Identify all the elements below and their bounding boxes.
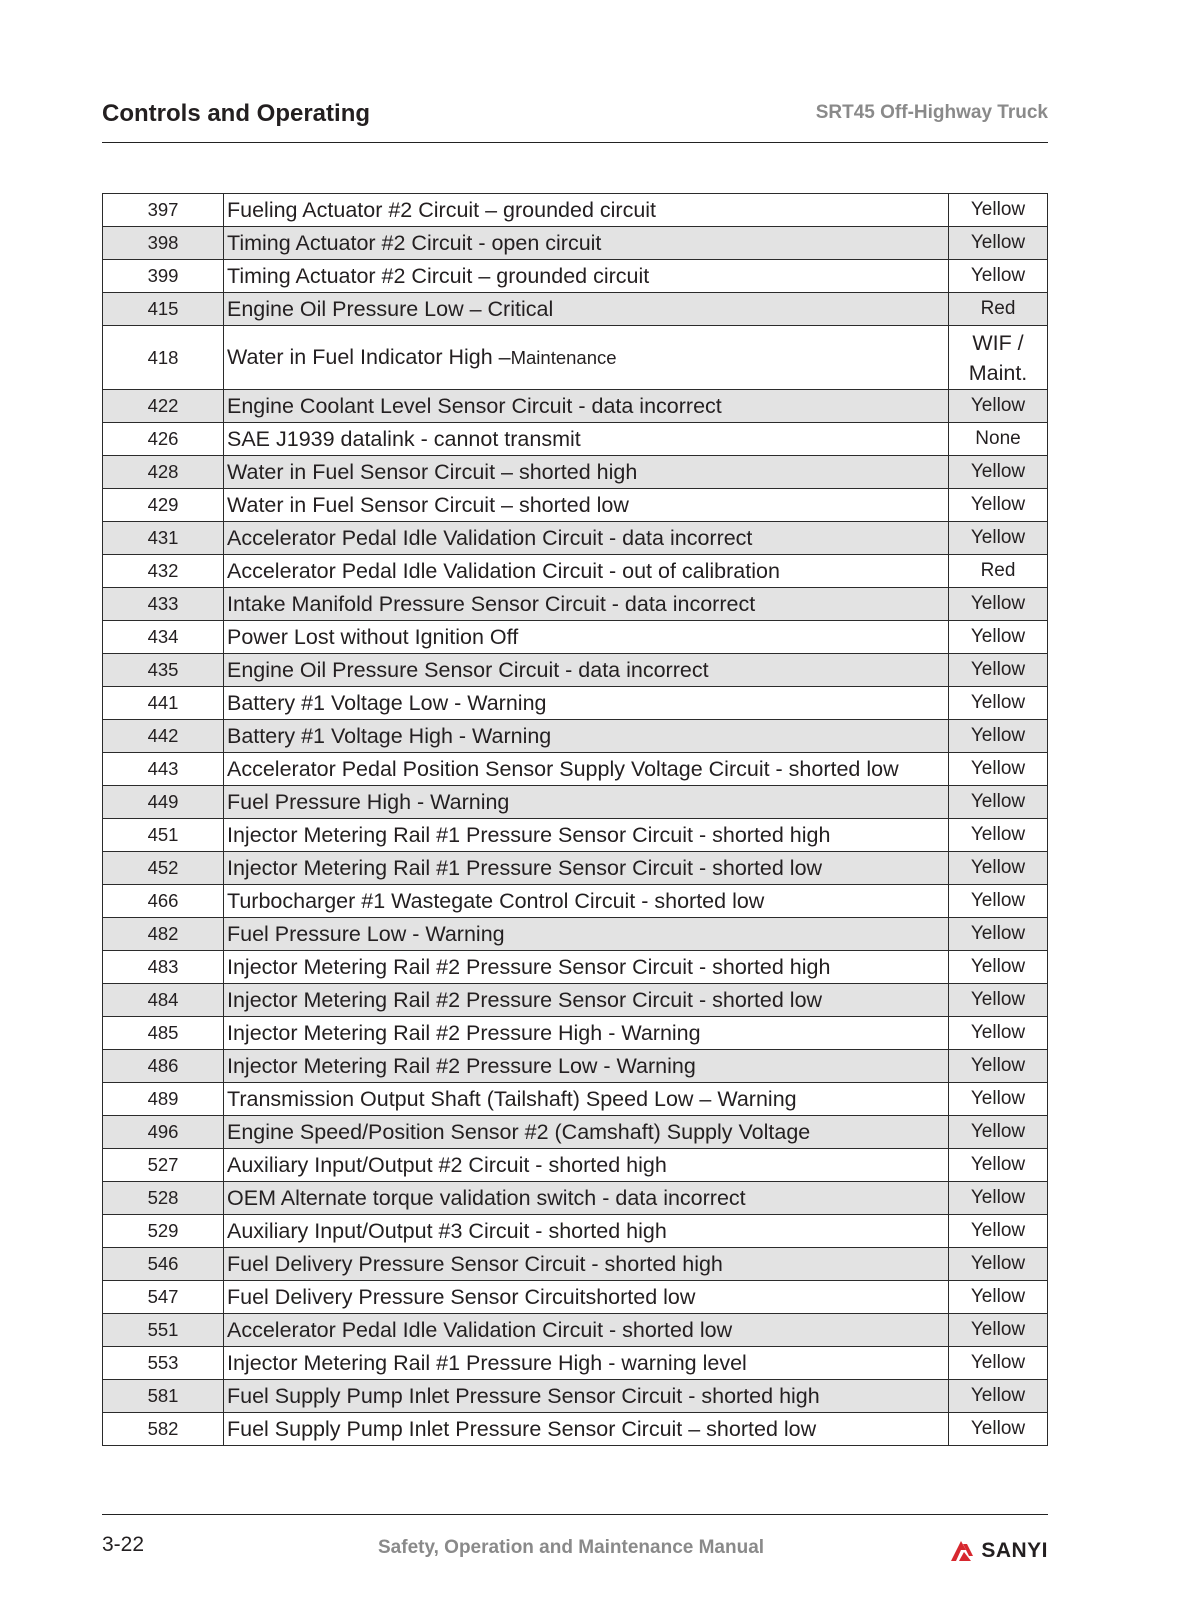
table-row xyxy=(103,1314,1048,1347)
fault-code-cell: 528 xyxy=(103,1182,224,1215)
fault-description-cell: Fuel Pressure Low - Warning xyxy=(224,918,949,951)
fault-code-cell: 398 xyxy=(103,227,224,260)
table-row xyxy=(103,293,1048,326)
fault-code-cell: 431 xyxy=(103,522,224,555)
lamp-cell xyxy=(949,326,1048,390)
fault-description-cell: Accelerator Pedal Idle Validation Circuit - shorted low xyxy=(224,1314,949,1347)
fault-description-cell: Injector Metering Rail #1 Pressure High - warning level xyxy=(224,1347,949,1380)
lamp-cell: Yellow xyxy=(949,1380,1048,1413)
fault-code-cell: 581 xyxy=(103,1380,224,1413)
table-row xyxy=(103,390,1048,423)
fault-code-cell: 483 xyxy=(103,951,224,984)
fault-description-text: Water in Fuel Indicator High – xyxy=(227,345,511,369)
table-row xyxy=(103,423,1048,456)
lamp-cell: Yellow xyxy=(949,227,1048,260)
fault-code-cell: 426 xyxy=(103,423,224,456)
fault-description-cell: Water in Fuel Sensor Circuit – shorted high xyxy=(224,456,949,489)
table-row xyxy=(103,852,1048,885)
page-number: 3-22 xyxy=(102,1533,145,1556)
lamp-cell: Yellow xyxy=(949,1413,1048,1446)
table-row xyxy=(103,654,1048,687)
fault-description-cell: Accelerator Pedal Position Sensor Supply Voltage Circuit - shorted low xyxy=(224,753,949,786)
lamp-line-2: Maint. xyxy=(968,360,1028,385)
fault-description-cell: Timing Actuator #2 Circuit – grounded circuit xyxy=(224,260,949,293)
fault-description-cell: Injector Metering Rail #2 Pressure High - Warning xyxy=(224,1017,949,1050)
table-row xyxy=(103,786,1048,819)
brand-name: SANYI xyxy=(981,1539,1048,1562)
fault-code-cell: 435 xyxy=(103,654,224,687)
fault-description-cell: Battery #1 Voltage Low - Warning xyxy=(224,687,949,720)
fault-description-cell: Transmission Output Shaft (Tailshaft) Speed Low – Warning xyxy=(224,1083,949,1116)
fault-code-cell: 443 xyxy=(103,753,224,786)
lamp-cell: Yellow xyxy=(949,194,1048,227)
lamp-cell: Yellow xyxy=(949,984,1048,1017)
table-row xyxy=(103,1215,1048,1248)
fault-description-cell: Fueling Actuator #2 Circuit – grounded circuit xyxy=(224,194,949,227)
sany-logo-icon xyxy=(945,1535,977,1567)
fault-code-cell: 442 xyxy=(103,720,224,753)
fault-description-cell: Injector Metering Rail #2 Pressure Low - Warning xyxy=(224,1050,949,1083)
table-row xyxy=(103,1248,1048,1281)
fault-description-cell: Intake Manifold Pressure Sensor Circuit - data incorrect xyxy=(224,588,949,621)
fault-description-cell: Fuel Pressure High - Warning xyxy=(224,786,949,819)
lamp-cell: None xyxy=(949,423,1048,456)
lamp-cell: Yellow xyxy=(949,819,1048,852)
lamp-cell: Yellow xyxy=(949,456,1048,489)
table-row xyxy=(103,522,1048,555)
lamp-cell: Yellow xyxy=(949,1182,1048,1215)
lamp-cell: Yellow xyxy=(949,1050,1048,1083)
product-title: SRT45 Off-Highway Truck xyxy=(815,102,1048,123)
fault-code-cell: 582 xyxy=(103,1413,224,1446)
table-row xyxy=(103,588,1048,621)
fault-description-cell: Battery #1 Voltage High - Warning xyxy=(224,720,949,753)
lamp-cell: Yellow xyxy=(949,489,1048,522)
table-row xyxy=(103,1347,1048,1380)
fault-code-cell: 428 xyxy=(103,456,224,489)
table-row xyxy=(103,1281,1048,1314)
fault-code-cell: 466 xyxy=(103,885,224,918)
fault-code-cell: 484 xyxy=(103,984,224,1017)
fault-description-cell: Engine Coolant Level Sensor Circuit - data incorrect xyxy=(224,390,949,423)
fault-code-cell: 434 xyxy=(103,621,224,654)
fault-description-cell: Engine Speed/Position Sensor #2 (Camshaft) Supply Voltage xyxy=(224,1116,949,1149)
lamp-cell: Yellow xyxy=(949,621,1048,654)
fault-code-cell: 429 xyxy=(103,489,224,522)
fault-code-cell: 529 xyxy=(103,1215,224,1248)
fault-description-cell: Fuel Delivery Pressure Sensor Circuitshorted low xyxy=(224,1281,949,1314)
fault-code-cell: 449 xyxy=(103,786,224,819)
fault-code-cell: 496 xyxy=(103,1116,224,1149)
fault-description-cell: Injector Metering Rail #2 Pressure Sensor Circuit - shorted low xyxy=(224,984,949,1017)
table-row xyxy=(103,1083,1048,1116)
table-row xyxy=(103,555,1048,588)
lamp-cell: Yellow xyxy=(949,720,1048,753)
lamp-cell: Yellow xyxy=(949,687,1048,720)
table-row xyxy=(103,687,1048,720)
fault-code-cell: 399 xyxy=(103,260,224,293)
table-row xyxy=(103,984,1048,1017)
lamp-cell: Red xyxy=(949,555,1048,588)
table-row xyxy=(103,720,1048,753)
fault-code-cell: 432 xyxy=(103,555,224,588)
table-row xyxy=(103,918,1048,951)
fault-description-cell: Auxiliary Input/Output #2 Circuit - shorted high xyxy=(224,1149,949,1182)
lamp-cell: Yellow xyxy=(949,1281,1048,1314)
brand-logo xyxy=(945,1535,1048,1567)
lamp-cell: Yellow xyxy=(949,753,1048,786)
manual-title: Safety, Operation and Maintenance Manual xyxy=(378,1537,765,1558)
fault-code-cell: 397 xyxy=(103,194,224,227)
lamp-cell: Yellow xyxy=(949,1017,1048,1050)
fault-description-cell: Power Lost without Ignition Off xyxy=(224,621,949,654)
table-row xyxy=(103,1149,1048,1182)
fault-code-table xyxy=(102,193,1048,1446)
fault-code-cell: 485 xyxy=(103,1017,224,1050)
lamp-cell: Yellow xyxy=(949,1248,1048,1281)
fault-code-cell: 486 xyxy=(103,1050,224,1083)
lamp-cell: Yellow xyxy=(949,522,1048,555)
table-row xyxy=(103,1380,1048,1413)
table-row xyxy=(103,489,1048,522)
lamp-line-1: WIF / xyxy=(972,330,1024,355)
lamp-cell: Yellow xyxy=(949,918,1048,951)
table-row xyxy=(103,951,1048,984)
fault-code-cell: 546 xyxy=(103,1248,224,1281)
fault-description-cell: Timing Actuator #2 Circuit - open circuit xyxy=(224,227,949,260)
fault-description-cell: Accelerator Pedal Idle Validation Circuit - out of calibration xyxy=(224,555,949,588)
lamp-cell: Yellow xyxy=(949,1347,1048,1380)
fault-description-cell: Fuel Supply Pump Inlet Pressure Sensor Circuit – shorted low xyxy=(224,1413,949,1446)
fault-code-cell: 489 xyxy=(103,1083,224,1116)
lamp-cell: Yellow xyxy=(949,1314,1048,1347)
fault-description-cell: Turbocharger #1 Wastegate Control Circuit - shorted low xyxy=(224,885,949,918)
fault-code-cell: 415 xyxy=(103,293,224,326)
fault-description-cell: Water in Fuel Sensor Circuit – shorted low xyxy=(224,489,949,522)
fault-description-cell: SAE J1939 datalink - cannot transmit xyxy=(224,423,949,456)
lamp-cell: Yellow xyxy=(949,951,1048,984)
fault-code-cell: 433 xyxy=(103,588,224,621)
fault-code-cell: 451 xyxy=(103,819,224,852)
table-row xyxy=(103,1413,1048,1446)
fault-code-cell: 547 xyxy=(103,1281,224,1314)
fault-code-cell: 452 xyxy=(103,852,224,885)
table-row xyxy=(103,260,1048,293)
table-row xyxy=(103,1050,1048,1083)
fault-description-cell: OEM Alternate torque validation switch - data incorrect xyxy=(224,1182,949,1215)
fault-code-cell: 482 xyxy=(103,918,224,951)
lamp-cell: Red xyxy=(949,293,1048,326)
table-row xyxy=(103,456,1048,489)
table-row xyxy=(103,753,1048,786)
fault-description-suffix: Maintenance xyxy=(510,347,617,368)
fault-description-cell xyxy=(224,326,949,390)
lamp-cell: Yellow xyxy=(949,654,1048,687)
table-row xyxy=(103,326,1048,390)
fault-description-cell: Injector Metering Rail #1 Pressure Sensor Circuit - shorted high xyxy=(224,819,949,852)
lamp-cell: Yellow xyxy=(949,885,1048,918)
table-row xyxy=(103,621,1048,654)
fault-code-table-body xyxy=(103,194,1048,1446)
lamp-cell: Yellow xyxy=(949,786,1048,819)
fault-code-cell: 441 xyxy=(103,687,224,720)
lamp-cell: Yellow xyxy=(949,852,1048,885)
table-row xyxy=(103,1017,1048,1050)
section-title: Controls and Operating xyxy=(102,100,371,127)
fault-description-cell: Engine Oil Pressure Low – Critical xyxy=(224,293,949,326)
fault-code-cell: 553 xyxy=(103,1347,224,1380)
table-row xyxy=(103,227,1048,260)
table-row xyxy=(103,885,1048,918)
table-row xyxy=(103,819,1048,852)
lamp-cell: Yellow xyxy=(949,1215,1048,1248)
page-header xyxy=(102,96,1048,143)
lamp-cell: Yellow xyxy=(949,1116,1048,1149)
lamp-cell: Yellow xyxy=(949,588,1048,621)
table-row xyxy=(103,1116,1048,1149)
lamp-cell: Yellow xyxy=(949,260,1048,293)
fault-code-cell: 418 xyxy=(103,326,224,390)
fault-code-cell: 551 xyxy=(103,1314,224,1347)
lamp-cell: Yellow xyxy=(949,1083,1048,1116)
lamp-cell: Yellow xyxy=(949,390,1048,423)
lamp-cell: Yellow xyxy=(949,1149,1048,1182)
fault-code-cell: 422 xyxy=(103,390,224,423)
fault-description-cell: Engine Oil Pressure Sensor Circuit - data incorrect xyxy=(224,654,949,687)
fault-description-cell: Accelerator Pedal Idle Validation Circuit - data incorrect xyxy=(224,522,949,555)
fault-description-cell: Auxiliary Input/Output #3 Circuit - shorted high xyxy=(224,1215,949,1248)
page-footer xyxy=(102,1514,1048,1575)
table-row xyxy=(103,194,1048,227)
fault-code-cell: 527 xyxy=(103,1149,224,1182)
fault-description-cell: Injector Metering Rail #2 Pressure Sensor Circuit - shorted high xyxy=(224,951,949,984)
fault-description-cell: Injector Metering Rail #1 Pressure Sensor Circuit - shorted low xyxy=(224,852,949,885)
fault-description-cell: Fuel Delivery Pressure Sensor Circuit - shorted high xyxy=(224,1248,949,1281)
table-row xyxy=(103,1182,1048,1215)
fault-description-cell: Fuel Supply Pump Inlet Pressure Sensor Circuit - shorted high xyxy=(224,1380,949,1413)
